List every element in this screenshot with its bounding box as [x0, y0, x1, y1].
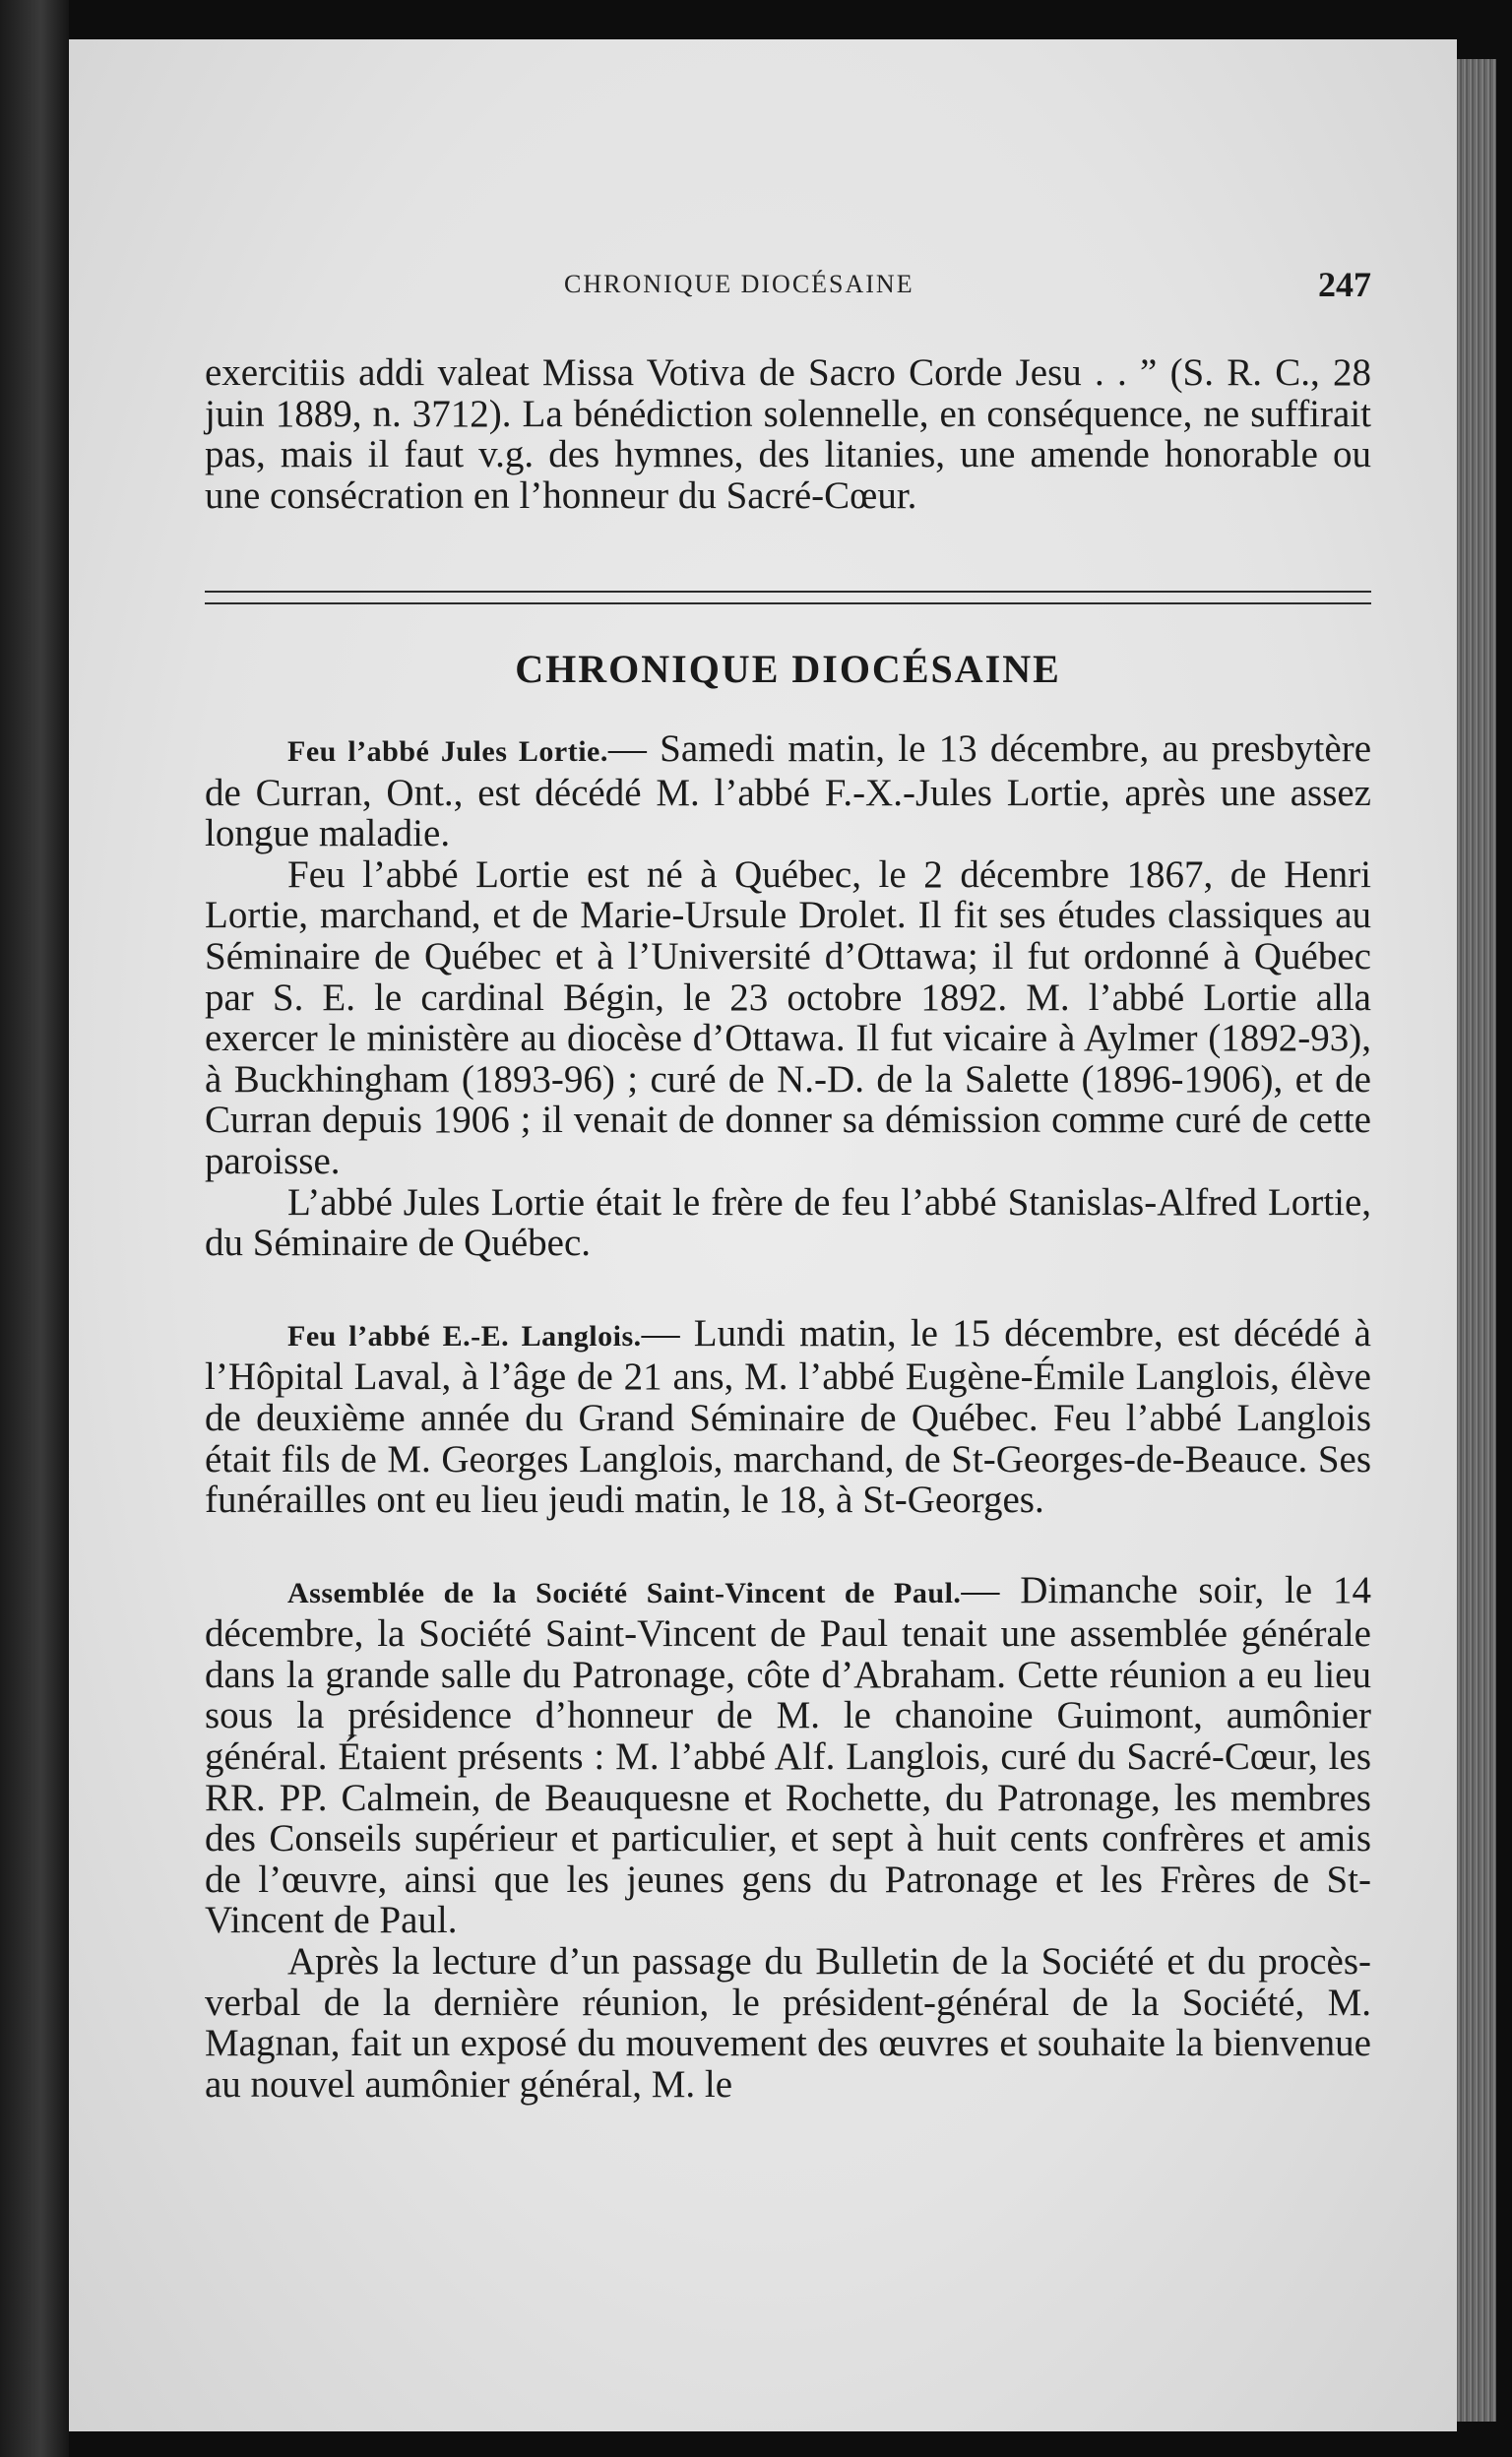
running-head-title: CHRONIQUE DIOCÉSAINE: [564, 270, 914, 298]
running-head: [205, 264, 1371, 303]
article-lead-text: — Dimanche soir, le 14 décembre, la Société Saint-Vincent de Paul tenait une assemblée générale dans la grande salle du Patronage, côte d’Abraham. Cette réunion a eu lieu sous la présidence d’honneur de M. le chanoine Guimont, aumônier général. Étaient présents : M. l’abbé Alf. Langlois, curé du Sacré-Cœur, les RR. PP. Calmein, de Beauquesne et Rochette, du Patronage, les membres des Conseils supérieur et particulier, et sept à huit cents confrères et amis de l’œuvre, ainsi que les jeunes gens du Patronage et les Frères de St-Vincent de Paul.: [205, 1568, 1371, 1942]
article-lortie: [205, 728, 1371, 1264]
article-langlois: [205, 1313, 1371, 1521]
article-list: [205, 728, 1371, 2154]
book-gutter-edge: [0, 0, 69, 2457]
page-number: 247: [1318, 265, 1371, 304]
article-paragraph: Après la lecture d’un passage du Bulletin de la Société et du procès-verbal de la dernière réunion, le président-général de la Société, M. Magnan, fait un exposé du mouvement des œuvres et souhaite la bienvenue au nouvel aumônier général, M. le: [205, 1940, 1371, 2106]
article-lead-paragraph: [205, 1570, 1371, 1941]
article-heading: Feu l’abbé Jules Lortie.: [287, 735, 608, 768]
double-rule-divider: [205, 591, 1371, 604]
article-lead-text: — Samedi matin, le 13 décembre, au presbytère de Curran, Ont., est décédé M. l’abbé F.-X.-Jules Lortie, après une assez longue maladie.: [205, 727, 1372, 855]
article-lead-paragraph: [205, 1313, 1371, 1521]
article-societe-saint-vincent: [205, 1570, 1371, 2106]
continuation-text: exercitiis addi valeat Missa Votiva de Sacro Corde Jesu . . ” (S. R. C., 28 juin 1889, n. 3712). La bénédiction solennelle, en conséquence, ne suffirait pas, mais il faut v.g. des hymnes, des litanies, une amende honorable ou une consécration en l’honneur du Sacré-Cœur.: [205, 351, 1371, 517]
article-lead-paragraph: [205, 728, 1371, 854]
article-heading: Assemblée de la Société Saint-Vincent de Paul.: [287, 1576, 962, 1609]
article-heading: Feu l’abbé E.-E. Langlois.: [287, 1319, 642, 1353]
article-lead-text: — Lundi matin, le 15 décembre, est décédé à l’Hôpital Laval, à l’âge de 21 ans, M. l’abbé Eugène-Émile Langlois, élève de deuxième année du Grand Séminaire de Québec. Feu l’abbé Langlois était fils de M. Georges Langlois, marchand, de St-Georges-de-Beauce. Ses funérailles ont eu lieu jeudi matin, le 18, à St-Georges.: [205, 1311, 1371, 1522]
continuation-paragraph: [205, 352, 1371, 516]
page-stack-edge: [1457, 59, 1496, 2422]
article-paragraph: Feu l’abbé Lortie est né à Québec, le 2 décembre 1867, de Henri Lortie, marchand, et de Marie-Ursule Drolet. Il fit ses études classiques au Séminaire de Québec et à l’Université d’Ottawa; il fut ordonné à Québec par S. E. le cardinal Bégin, le 23 octobre 1892. M. l’abbé Lortie alla exercer le ministère au diocèse d’Ottawa. Il fut vicaire à Aylmer (1892-93), à Buckhingham (1893-96) ; curé de N.-D. de la Salette (1896-1906), et de Curran depuis 1906 ; il venait de donner sa démission comme curé de cette paroisse.: [205, 852, 1371, 1182]
book-page: [69, 39, 1457, 2431]
section-title: CHRONIQUE DIOCÉSAINE: [515, 647, 1061, 691]
article-paragraph: L’abbé Jules Lortie était le frère de feu l’abbé Stanislas-Alfred Lortie, du Séminaire de Québec.: [205, 1180, 1371, 1265]
